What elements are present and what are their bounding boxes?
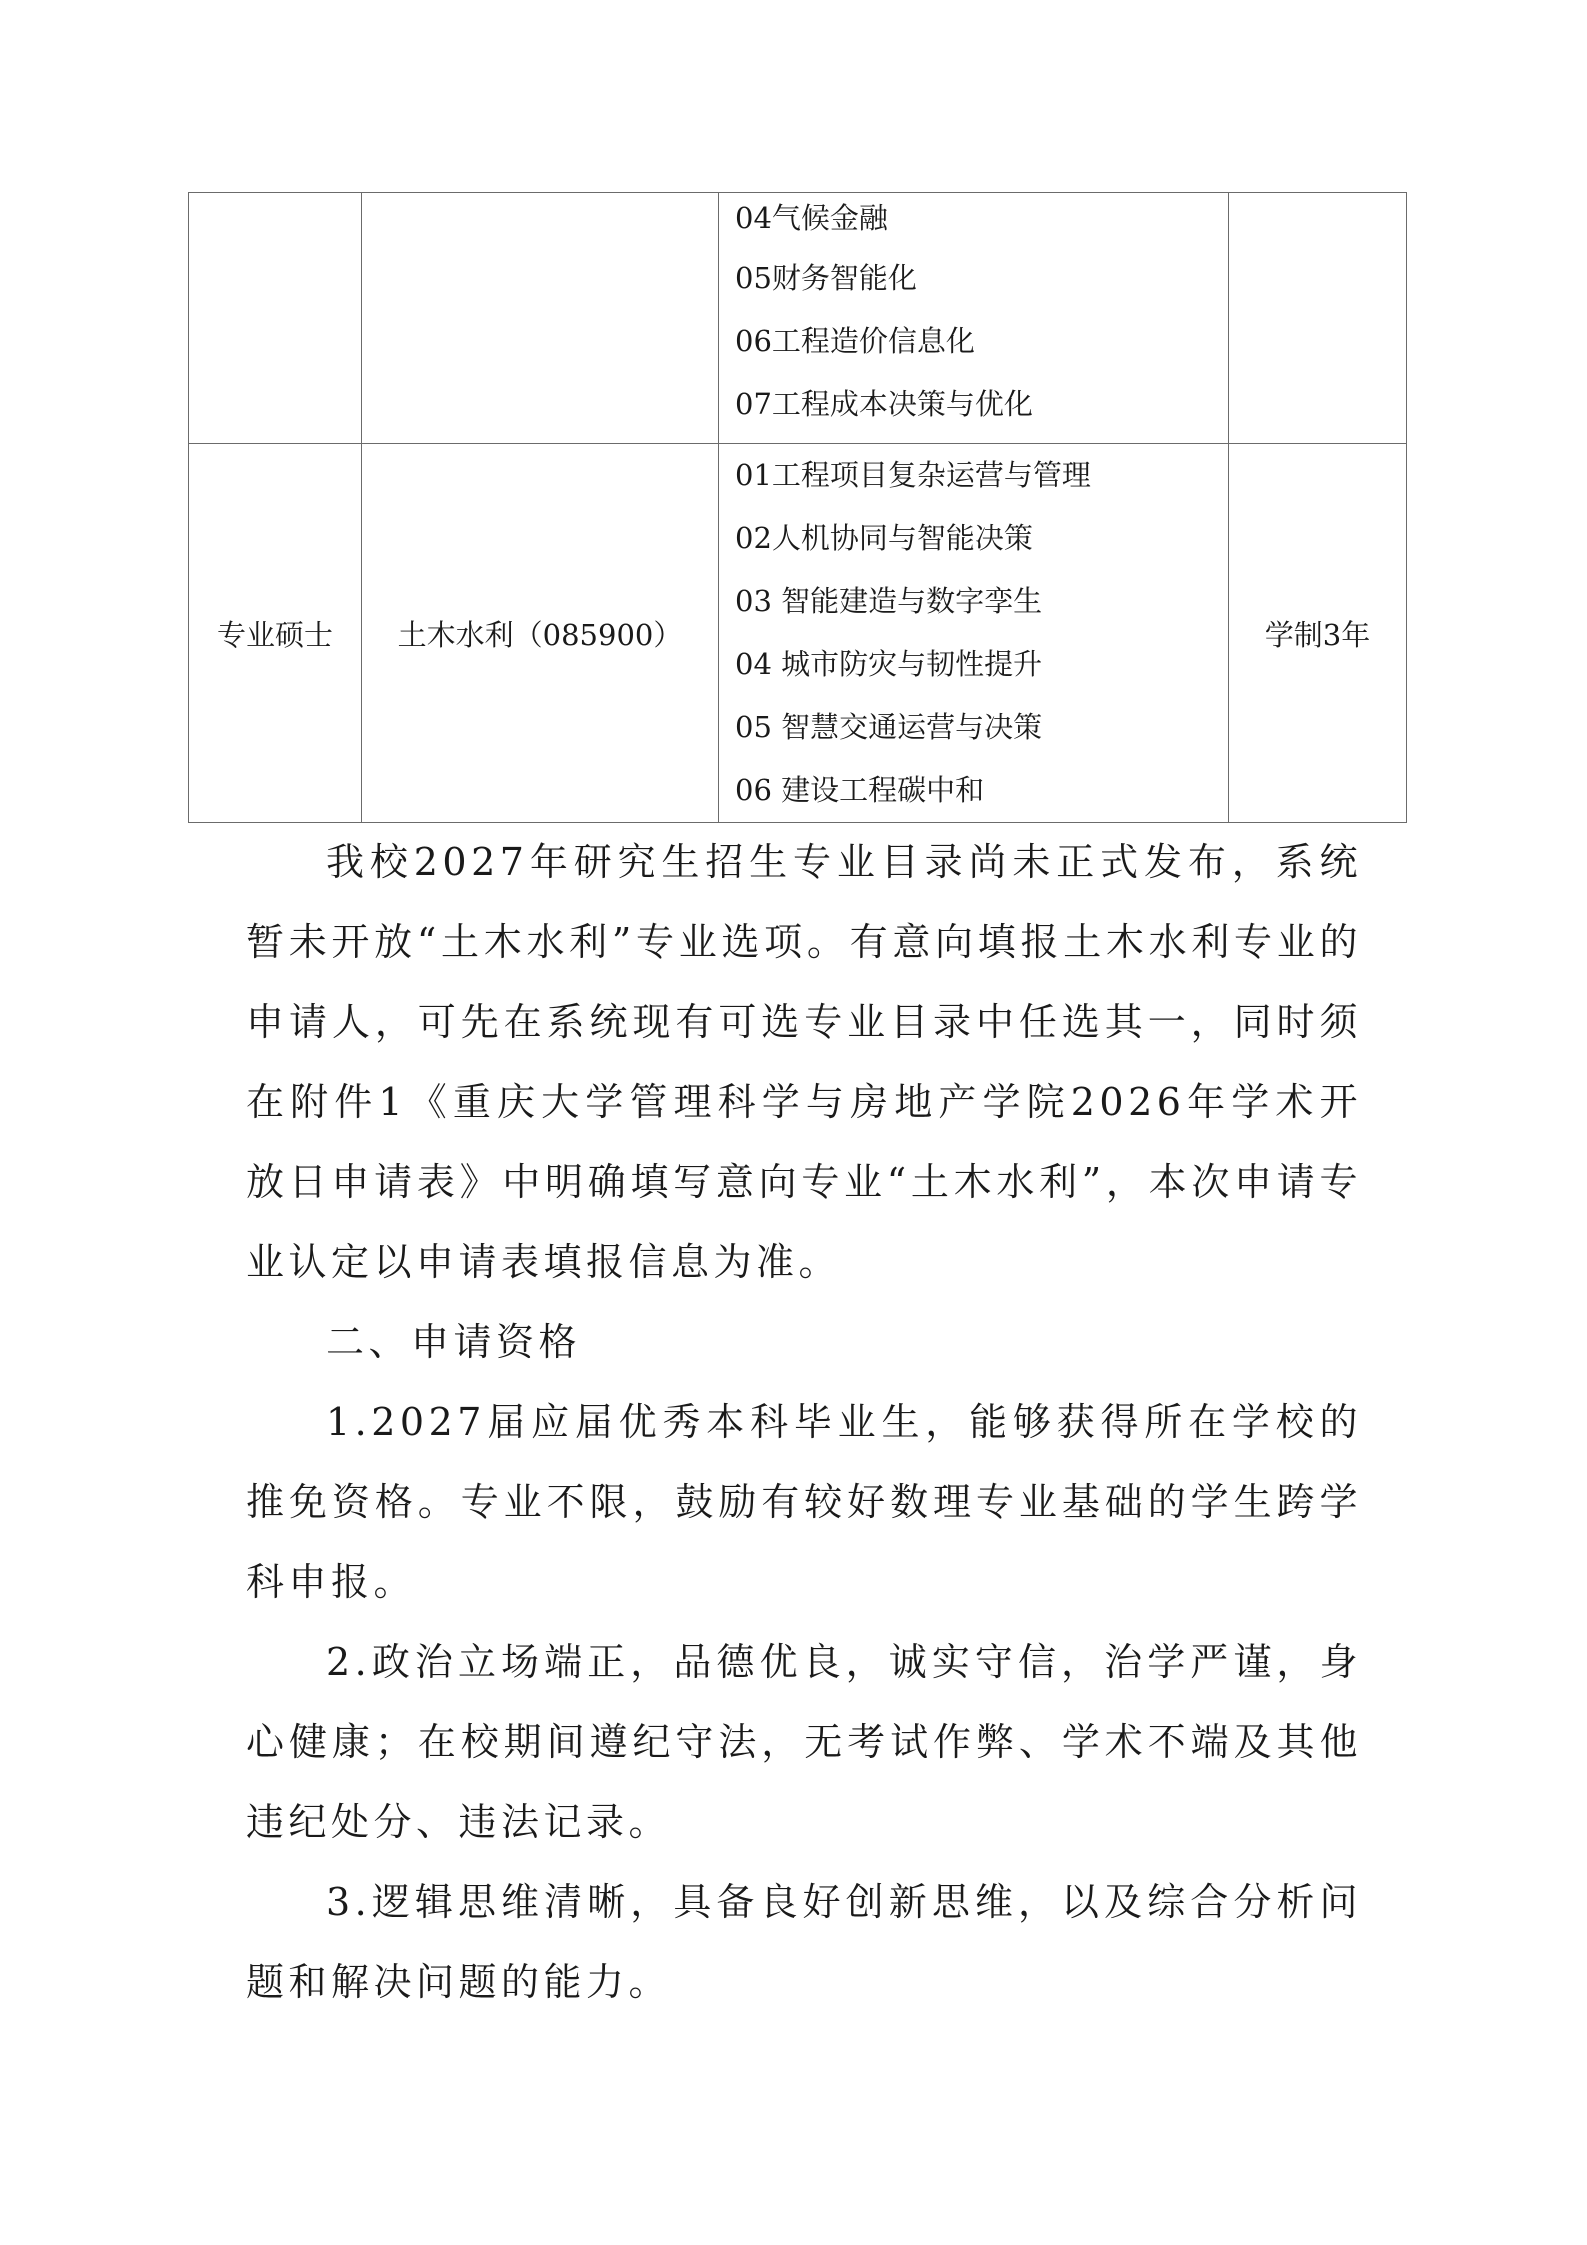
research-directions-cell <box>719 444 1229 823</box>
table-row <box>189 444 1407 823</box>
eligibility-item-3: 3.逻辑思维清晰，具备良好创新思维，以及综合分析问题和解决问题的能力。 <box>246 1880 1362 2004</box>
direction-item: 01工程项目复杂运营与管理 <box>735 458 1091 492</box>
duration-cell <box>1229 193 1407 444</box>
direction-item: 06 建设工程碳中和 <box>735 773 985 807</box>
notice-paragraph: 我校2027年研究生招生专业目录尚未正式发布，系统暂未开放“土木水利”专业选项。有意向填报土木水利专业的申请人，可先在系统现有可选专业目录中任选其一，同时须在附件1《重庆大学管理科学与房地产学院2026年学术开放日申请表》中明确填写意向专业“土木水利”，本次申请专业认定以申请表填报信息为准。 <box>246 840 1362 1284</box>
section-heading: 二、申请资格 <box>326 1320 582 1364</box>
direction-item: 02人机协同与智能决策 <box>735 521 1033 555</box>
degree-type-cell: 专业硕士 <box>189 444 362 823</box>
direction-item: 04气候金融 <box>735 201 888 235</box>
research-directions-cell <box>719 193 1229 444</box>
eligibility-item-2: 2.政治立场端正，品德优良，诚实守信，治学严谨，身心健康；在校期间遵纪守法，无考试作弊、学术不端及其他违纪处分、违法记录。 <box>246 1640 1362 1844</box>
direction-item: 05财务智能化 <box>735 261 917 295</box>
eligibility-item-1: 1.2027届应届优秀本科毕业生，能够获得所在学校的推免资格。专业不限，鼓励有较好数理专业基础的学生跨学科申报。 <box>246 1400 1362 1604</box>
major-directory-table <box>188 192 1406 823</box>
direction-item: 07工程成本决策与优化 <box>735 387 1033 421</box>
direction-item: 04 城市防灾与韧性提升 <box>735 647 1043 681</box>
major-name-cell <box>362 193 719 444</box>
duration-cell: 学制3年 <box>1229 444 1407 823</box>
degree-type-cell <box>189 193 362 444</box>
document-body <box>246 822 1362 2022</box>
direction-item: 05 智慧交通运营与决策 <box>735 710 1043 744</box>
table-row <box>189 193 1407 444</box>
major-table <box>188 192 1407 823</box>
major-name-cell: 土木水利（085900） <box>362 444 719 823</box>
direction-item: 06工程造价信息化 <box>735 324 975 358</box>
direction-item: 03 智能建造与数字孪生 <box>735 584 1043 618</box>
